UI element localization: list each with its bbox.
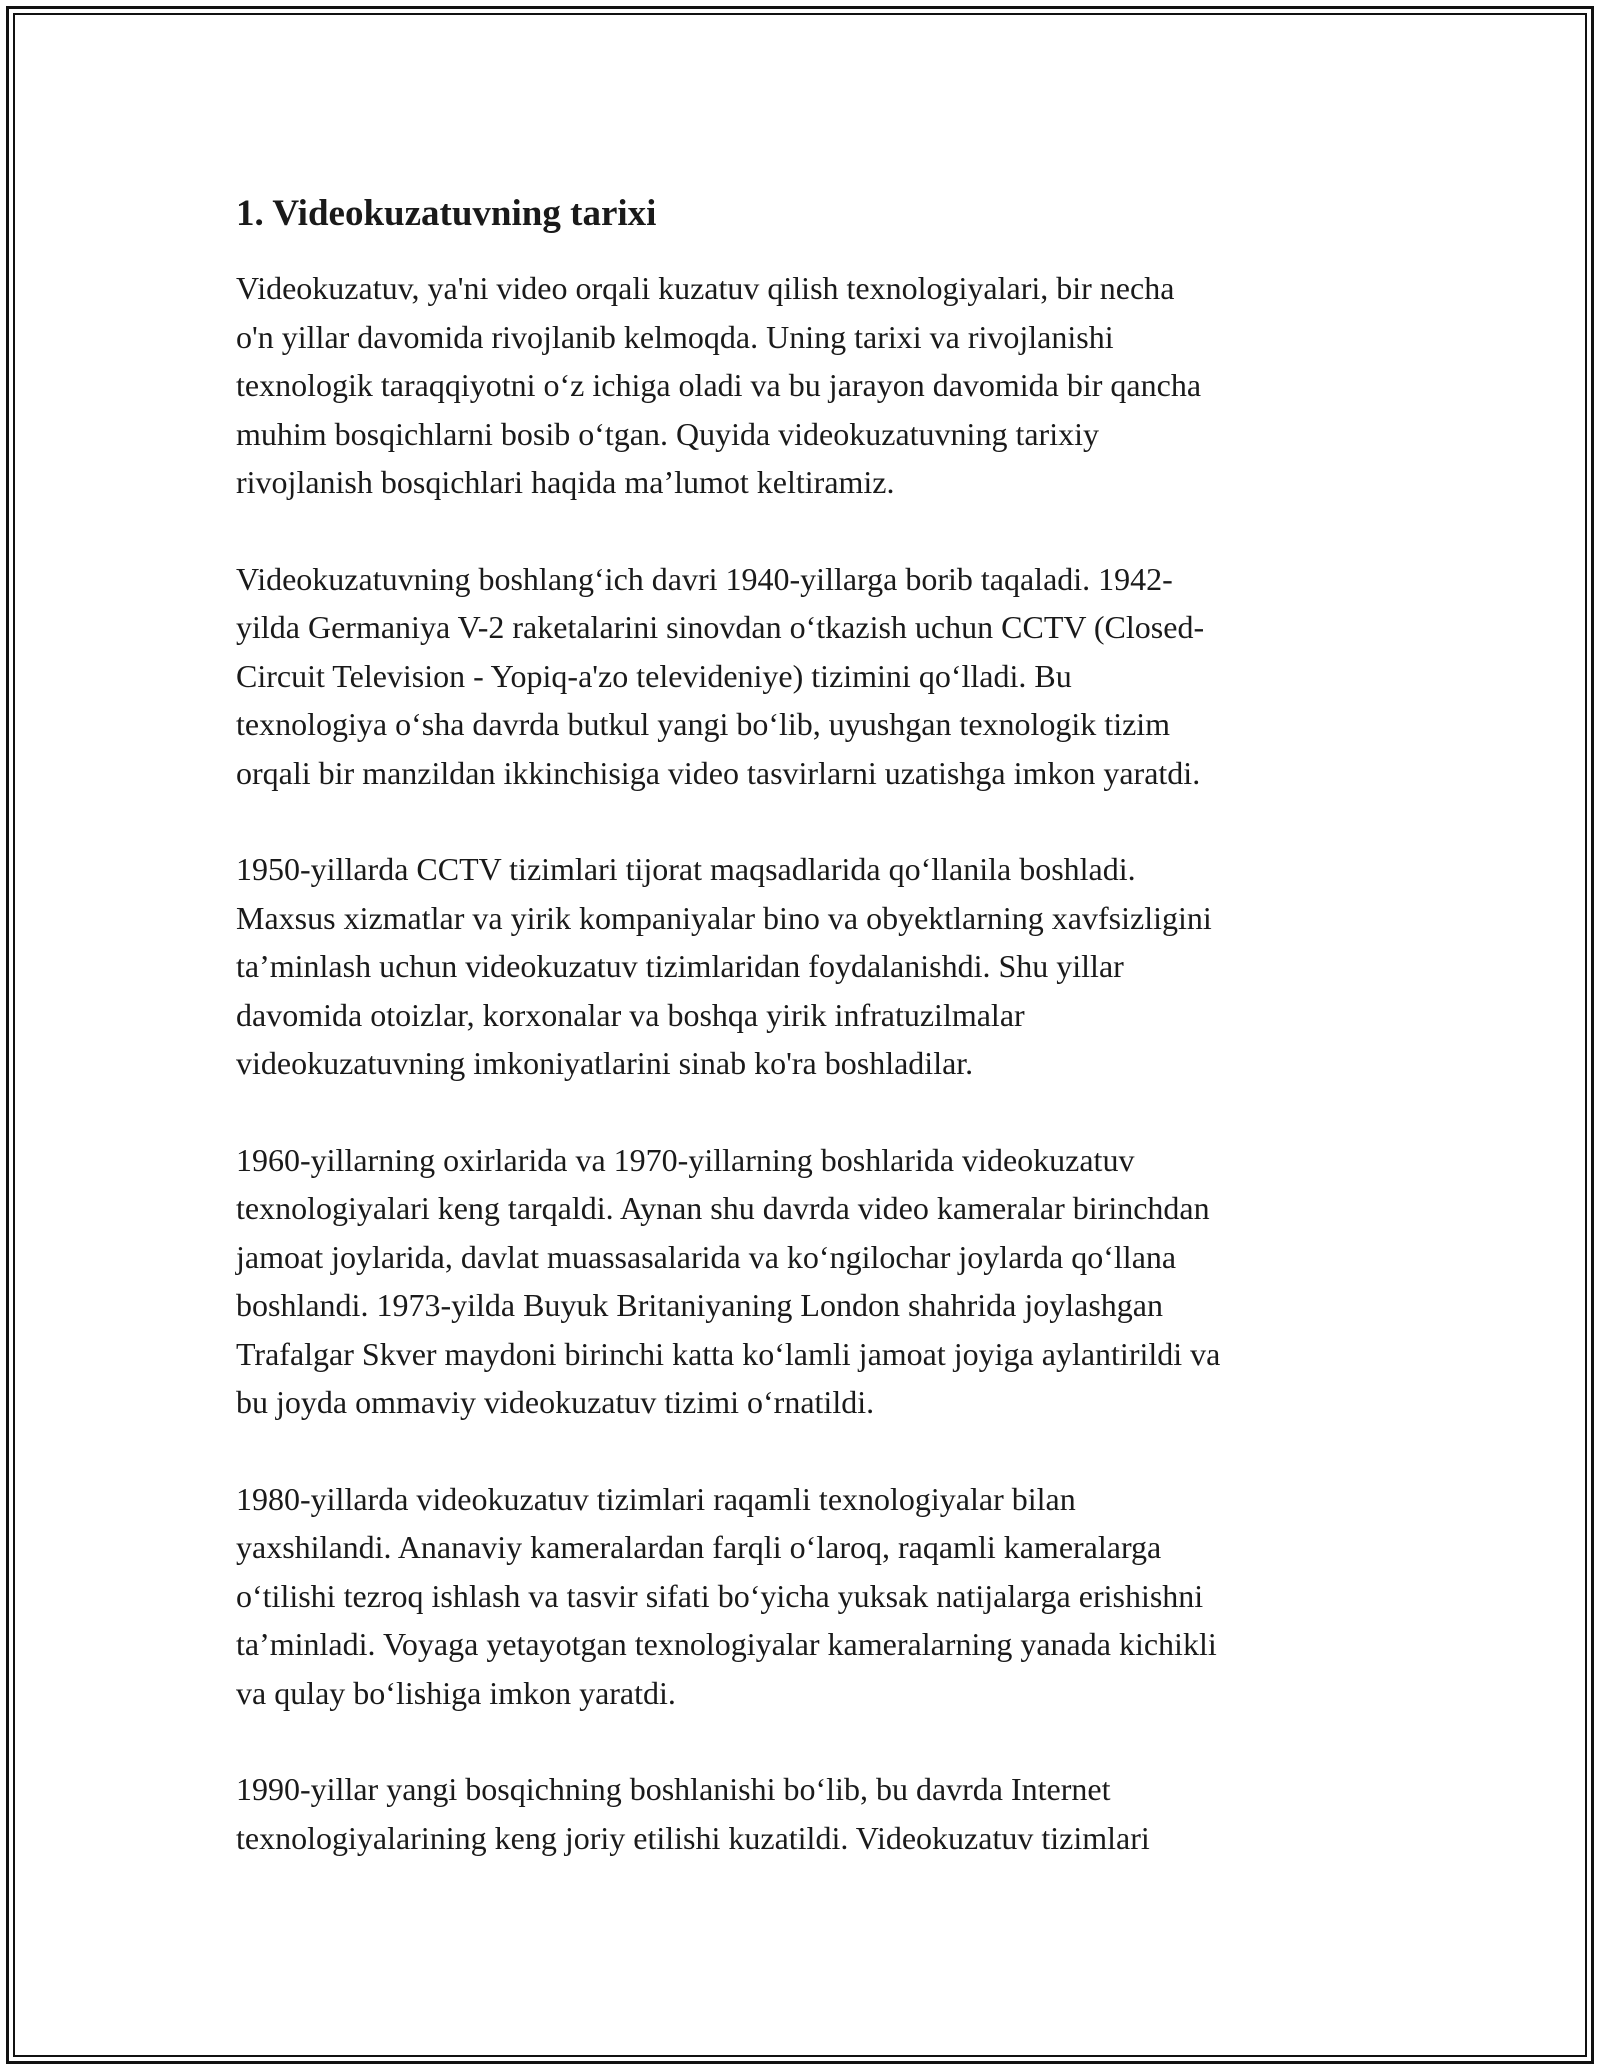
- section-heading: 1. Videokuzatuvning tarixi: [236, 193, 657, 234]
- paragraph-1940s: Videokuzatuvning boshlang‘ich davri 1940-yillarga borib taqaladi. 1942- yilda Germaniya V-2 raketalarini sinovdan o‘tkazish uchun CCTV (Closed- Circuit Television - Yopiq-a'zo televideniye) tizimini qo‘lladi. Bu texnologiya o‘sha davrda butkul yangi bo‘lib, uyushgan texnologik tizim orqali bir manzildan ikkinchisiga video tasvirlarni uzatishga imkon yaratdi.: [236, 560, 1205, 791]
- paragraph-1980s: 1980-yillarda videokuzatuv tizimlari raqamli texnologiyalar bilan yaxshilandi. Ananaviy kameralardan farqli o‘laroq, raqamli kameralarga o‘tilishi tezroq ishlash va tasvir sifati bo‘yicha yuksak natijalarga erishishni ta’minladi. Voyaga yetayotgan texnologiyalar kameralarning yanada kichikli va qulay bo‘lishiga imkon yaratdi.: [236, 1480, 1217, 1711]
- paragraph-1990s: 1990-yillar yangi bosqichning boshlanishi bo‘lib, bu davrda Internet texnologiyalarining keng joriy etilishi kuzatildi. Videokuzatuv tizimlari: [236, 1771, 1150, 1856]
- document-body: [236, 186, 1376, 1910]
- paragraph-1950s: 1950-yillarda CCTV tizimlari tijorat maqsadlarida qo‘llanila boshladi. Maxsus xizmatlar va yirik kompaniyalar bino va obyektlarning xavfsizligini ta’minlash uchun videokuzatuv tizimlaridan foydalanishdi. Shu yillar davomida otoizlar, korxonalar va boshqa yirik infratuzilmalar videokuzatuvning imkoniyatlarini sinab ko'ra boshladilar.: [236, 851, 1212, 1081]
- paragraph-1960s-1970s: 1960-yillarning oxirlarida va 1970-yillarning boshlarida videokuzatuv texnologiyalari keng tarqaldi. Aynan shu davrda video kameralar birinchdan jamoat joylarida, davlat muassasalarida va ko‘ngilochar joylarda qo‘llana boshlandi. 1973-yilda Buyuk Britaniyaning London shahrida joylashgan Trafalgar Skver maydoni birinchi katta ko‘lamli jamoat joyiga aylantirildi va bu joyda ommaviy videokuzatuv tizimi o‘rnatildi.: [236, 1141, 1221, 1420]
- paragraph-intro: Videokuzatuv, ya'ni video orqali kuzatuv qilish texnologiyalari, bir necha o'n yillar davomida rivojlanib kelmoqda. Uning tarixi va rivojlanishi texnologik taraqqiyotni o‘z ichiga oladi va bu jarayon davomida bir qancha muhim bosqichlarni bosib o‘tgan. Quyida videokuzatuvning tarixiy rivojlanish bosqichlari haqida ma’lumot keltiramiz.: [236, 270, 1202, 500]
